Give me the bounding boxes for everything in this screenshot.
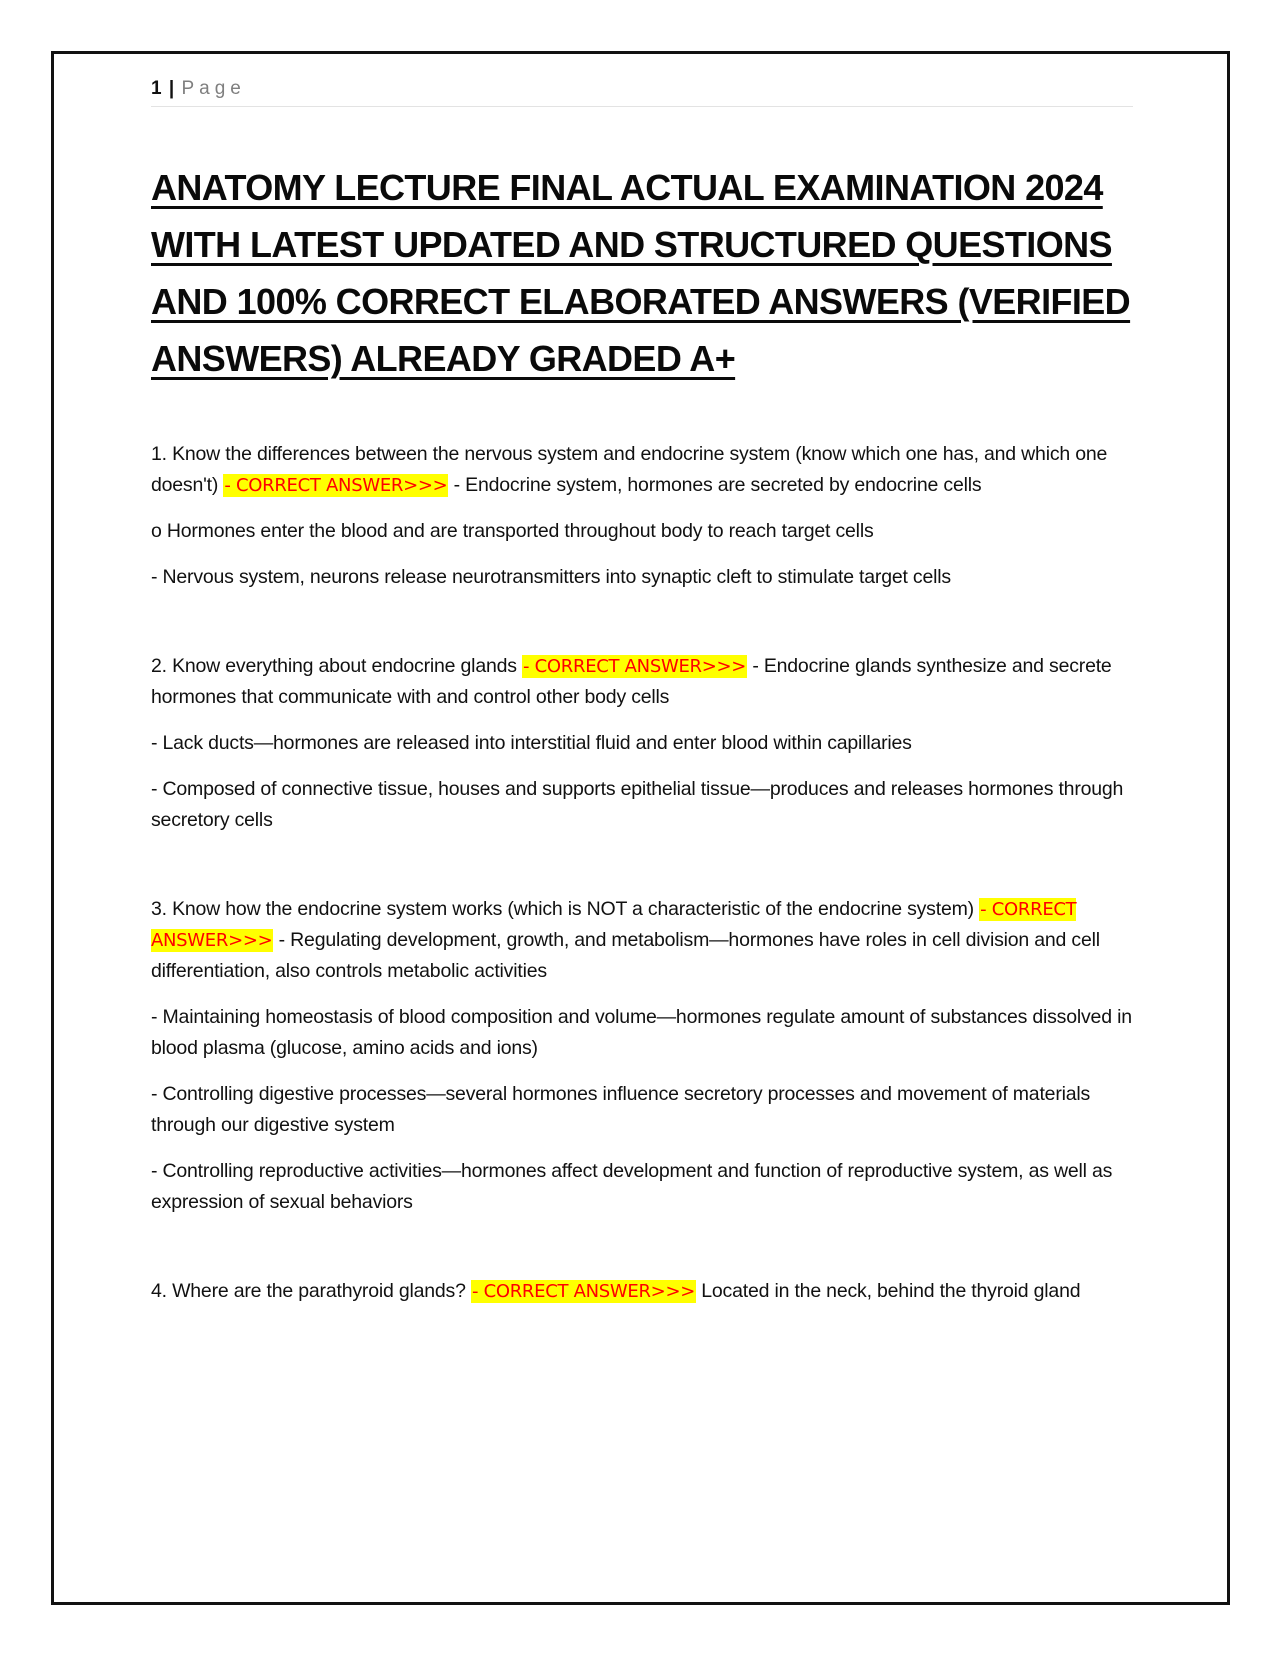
document-title: ANATOMY LECTURE FINAL ACTUAL EXAMINATION 2024 WITH LATEST UPDATED AND STRUCTURED QUESTIONS AND 100% CORRECT ELABORATED ANSWERS (VERIFIED ANSWERS) ALREADY GRADED A+ xyxy=(151,167,1131,379)
answer-text: - Regulating development, growth, and metabolism—hormones have roles in cell division and cell differentiation, also controls metabolic activities xyxy=(151,929,1100,982)
question-block-4 xyxy=(151,1276,1133,1307)
answer-detail: - Maintaining homeostasis of blood composition and volume—hormones regulate amount of substances dissolved in blood plasma (glucose, amino acids and ions) xyxy=(151,1006,1132,1059)
answer-detail: - Controlling reproductive activities—hormones affect development and function of reproductive system, as well as expression of sexual behaviors xyxy=(151,1160,1113,1213)
question-text: 1. Know the differences between the nervous system and endocrine system (know which one has, and which one doesn't) xyxy=(151,443,1108,496)
answer-detail: - Nervous system, neurons release neurotransmitters into synaptic cleft to stimulate target cells xyxy=(151,566,951,588)
answer-detail: - Composed of connective tissue, houses and supports epithelial tissue—produces and releases hormones through secretory cells xyxy=(151,778,1124,831)
question-block-1 xyxy=(151,439,1133,593)
question-answer xyxy=(151,894,1133,987)
page-number: 1 xyxy=(151,78,162,99)
correct-answer-tag: - CORRECT ANSWER>>> xyxy=(151,899,1077,951)
answer-text: - Endocrine glands synthesize and secrete hormones that communicate with and control other body cells xyxy=(151,655,1112,708)
question-text: 3. Know how the endocrine system works (which is NOT a characteristic of the endocrine system) xyxy=(151,898,974,920)
question-answer xyxy=(151,1276,1133,1307)
correct-answer-tag: - CORRECT ANSWER>>> xyxy=(523,656,747,677)
page-label: Page xyxy=(181,78,246,99)
correct-answer-tag: - CORRECT ANSWER>>> xyxy=(224,475,448,496)
question-text: 4. Where are the parathyroid glands? xyxy=(151,1280,466,1302)
page-separator: | xyxy=(168,78,175,99)
question-answer xyxy=(151,439,1133,501)
question-block-3 xyxy=(151,894,1133,1218)
answer-detail: o Hormones enter the blood and are transported throughout body to reach target cells xyxy=(151,520,874,542)
document-page xyxy=(151,78,1133,1322)
question-answer xyxy=(151,651,1133,713)
answer-text: - Endocrine system, hormones are secreted by endocrine cells xyxy=(453,474,982,496)
question-text: 2. Know everything about endocrine glands xyxy=(151,655,517,677)
answer-detail: - Lack ducts—hormones are released into interstitial fluid and enter blood within capillaries xyxy=(151,732,912,754)
answer-detail: - Controlling digestive processes—several hormones influence secretory processes and movement of materials through our digestive system xyxy=(151,1083,1091,1136)
correct-answer-tag: - CORRECT ANSWER>>> xyxy=(471,1281,696,1302)
question-block-2 xyxy=(151,651,1133,836)
answer-text: Located in the neck, behind the thyroid gland xyxy=(701,1280,1081,1302)
page-header xyxy=(151,78,1133,107)
